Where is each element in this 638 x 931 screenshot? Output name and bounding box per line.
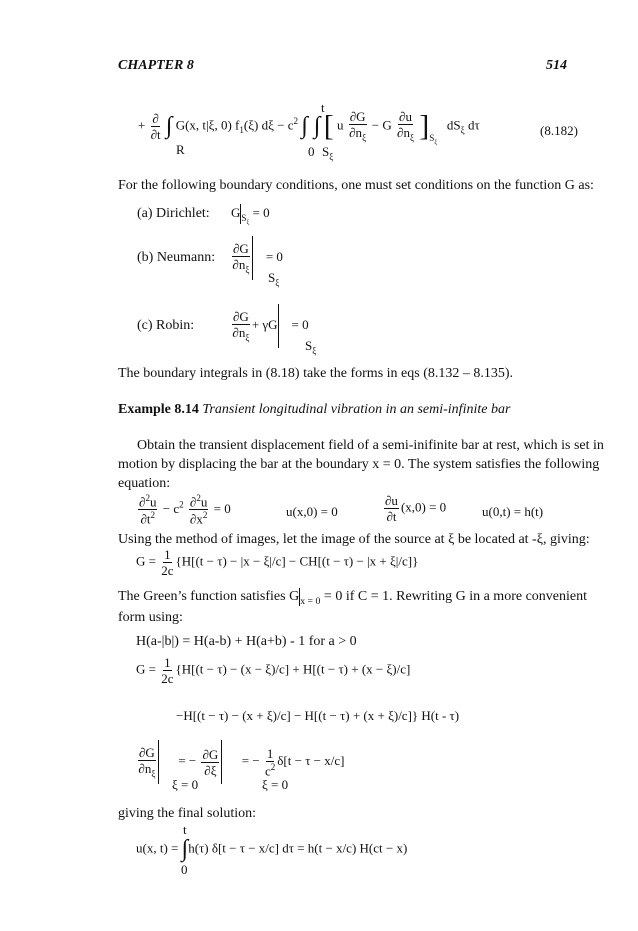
dirichlet-label: (a) Dirichlet: (137, 206, 210, 221)
example-heading: Example 8.14 Transient longitudinal vibration in an semi-infinite bar (118, 402, 511, 417)
eq-upper-t: t (321, 100, 325, 115)
bracket-eval: Sξ (429, 132, 438, 146)
chapter-heading: CHAPTER 8 (118, 58, 194, 73)
eq-dS-sub: ξ (460, 124, 465, 135)
green-function-expanded-line-1: G = $\frac{1}{2c}$ {H[(t − τ) − (x − ξ)/c] + H[(t − τ) + (x − ξ)/c] (136, 655, 411, 686)
dG-dn-fraction: $\frac{\partial G}{\partial n_\xi}$ (349, 109, 367, 143)
paragraph-method-of-images: Using the method of images, let the image of the source at ξ be located at -ξ, giving: (118, 532, 590, 547)
normal-derivative-equation: $\frac{\partial G}{\partial n_\xi}$ = − $\frac{\partial G}{\partial\xi}$ = − $\frac{1}{c^2}$ δ[t − τ − x/c] (136, 740, 344, 784)
du-dn-fraction: $\frac{\partial u}{\partial n_\xi}$ (397, 109, 415, 143)
eq-dtau: dτ (467, 117, 480, 133)
eq-minus-G: − G (371, 117, 392, 133)
eq-plus-sign: + (138, 117, 146, 133)
paragraph-boundary-conditions: For the following boundary conditions, one must set conditions on the function G as: (118, 178, 594, 193)
paragraph-form-using: form using: (118, 610, 183, 625)
dirichlet-condition: $G_{S_\xi} = 0$ (231, 204, 270, 226)
final-lower-limit: 0 (181, 862, 188, 877)
eq-u: u (336, 117, 344, 133)
neumann-condition: $\frac{\partial G}{\partial n_\xi}$ = 0 (230, 236, 283, 280)
eq-int-lower-R: R (176, 142, 185, 157)
integral-sign: ∫ (165, 112, 173, 139)
green-function-images: G = $\frac{1}{2c}$ {H[(t − τ) − |x − ξ|/c] − CH[(t − τ) − |x + ξ|/c]} (136, 547, 419, 578)
eq-body-1: G(x, t|ξ, 0) f (175, 117, 240, 133)
neumann-label: (b) Neumann: (137, 250, 216, 265)
normal-derivative-eval-mid: ξ = 0 (262, 777, 289, 792)
robin-eval: $S_\xi$ (305, 338, 317, 356)
eq-lower-0: 0 (308, 144, 315, 159)
paragraph-problem-line-3: equation: (118, 476, 171, 491)
paragraph-problem-line-1: Obtain the transient displacement field of a semi-inifinite bar at rest, which is set in (137, 438, 604, 453)
green-function-expanded-line-2: −H[(t − τ) − (x + ξ)/c] − H[(t − τ) + (x + ξ)/c]} H(t - τ) (176, 708, 460, 723)
eq-dS: dS (446, 117, 461, 133)
wave-equation: $\frac{\partial^2u}{\partial t^2}$ − $c^2$ $\frac{\partial^2u}{\partial x^2}$ = 0 (139, 493, 231, 527)
paragraph-boundary-integrals: The boundary integrals in (8.18) take the forms in eqs (8.132 – 8.135). (118, 366, 514, 381)
eq-body-1b: (ξ) dξ − c (243, 117, 294, 133)
double-integral-sign: ∫ ∫ (301, 112, 321, 139)
paragraph-green-satisfies: The Green’s function satisfies $G_{x = 0} = 0$ if C = 1. Rewriting G in a more convenient (118, 589, 587, 608)
right-bracket: ] (419, 109, 430, 143)
paragraph-problem-line-2: motion by displacing the bar at the boundary x = 0. The system satisfies the following (118, 457, 600, 472)
robin-condition: $\frac{\partial G}{\partial n_\xi}$ + γG = 0 (230, 304, 309, 348)
equation-number-8-182: (8.182) (540, 123, 578, 138)
partial-t-fraction: $\frac{\partial}{\partial t}$ (150, 110, 161, 142)
eq-lower-S: $S_\xi$ (322, 144, 334, 162)
neumann-eval: $S_\xi$ (268, 270, 280, 288)
boundary-displacement: u(0,t) = h(t) (482, 504, 544, 519)
normal-derivative-eval-left: ξ = 0 (172, 777, 199, 792)
heaviside-identity: H(a-|b|) = H(a-b) + H(a+b) - 1 for a > 0 (136, 634, 357, 649)
robin-label: (c) Robin: (137, 318, 195, 333)
left-bracket: [ (323, 109, 334, 143)
eq-subscript: 1 (239, 124, 244, 135)
initial-velocity: $\frac{\partial u}{\partial t}$ (x,0) = 0 (385, 493, 447, 524)
final-solution: u(x, t) = ∫h(τ) δ[t − τ − x/c] dτ = h(t − x/c) H(ct − x) (136, 836, 408, 862)
paragraph-final-solution: giving the final solution: (118, 806, 257, 821)
initial-displacement: u(x,0) = 0 (286, 504, 338, 519)
page-number: 514 (546, 58, 567, 73)
final-upper-limit: t (183, 822, 187, 837)
eq-superscript: 2 (293, 116, 299, 126)
